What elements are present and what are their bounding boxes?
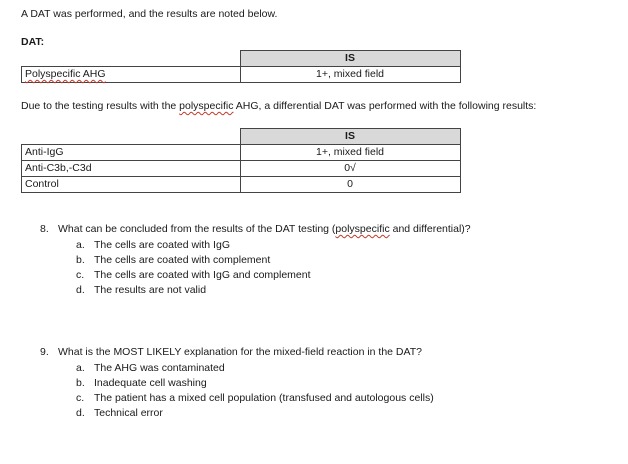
dat-table [21, 50, 461, 83]
option-letter: a. [76, 362, 85, 374]
differential-text-before: Due to the testing results with the [21, 100, 180, 112]
differential-text-after: AHG, a differential DAT was performed with the following results: [233, 100, 537, 112]
option-letter: d. [76, 284, 85, 296]
list-item [76, 238, 311, 253]
option-letter: a. [76, 239, 85, 251]
differential-row-label: Control [22, 177, 241, 193]
differential-table-header-row [22, 129, 461, 145]
table-row [22, 177, 461, 193]
option-letter: b. [76, 377, 85, 389]
dat-row-value: 1+, mixed field [240, 67, 460, 83]
differential-table-header-is: IS [240, 129, 460, 145]
option-text: Technical error [94, 407, 163, 419]
row-label-text: Polyspecific AHG [25, 68, 106, 80]
option-text: The patient has a mixed cell population (transfused and autologous cells) [94, 392, 434, 404]
question-9-number: 9. [40, 346, 49, 358]
question-9-options [76, 361, 434, 421]
list-item [76, 253, 311, 268]
question-8-text-after: and differential)? [389, 223, 471, 235]
dat-row-label [22, 67, 241, 83]
dat-table-header-row [22, 51, 461, 67]
table-row [22, 145, 461, 161]
list-item [76, 361, 434, 376]
list-item [76, 391, 434, 406]
question-8-options [76, 238, 311, 298]
question-8-text-before: What can be concluded from the results of the DAT testing ( [58, 223, 336, 235]
option-letter: b. [76, 254, 85, 266]
differential-row-label: Anti-C3b,-C3d [22, 161, 241, 177]
option-letter: d. [76, 407, 85, 419]
question-8-word: polyspecific [335, 223, 390, 235]
differential-text-word: polyspecific [179, 100, 234, 112]
list-item [76, 268, 311, 283]
dat-table-header-is: IS [240, 51, 460, 67]
option-letter: c. [76, 269, 85, 281]
dat-table-corner [22, 51, 241, 67]
option-text: The results are not valid [94, 284, 207, 296]
question-9 [40, 346, 422, 358]
option-text: The cells are coated with IgG [94, 239, 230, 251]
option-text: The cells are coated with IgG and complement [94, 269, 311, 281]
option-text: The AHG was contaminated [94, 362, 225, 374]
option-text: The cells are coated with complement [94, 254, 271, 266]
list-item [76, 406, 434, 421]
differential-text [21, 100, 536, 112]
list-item [76, 376, 434, 391]
differential-row-value: 0 [240, 177, 460, 193]
question-8 [40, 223, 471, 235]
dat-label: DAT: [21, 36, 45, 48]
question-8-number: 8. [40, 223, 49, 235]
differential-row-value: 0√ [240, 161, 460, 177]
differential-row-value: 1+, mixed field [240, 145, 460, 161]
differential-table-corner [22, 129, 241, 145]
question-9-text: What is the MOST LIKELY explanation for the mixed-field reaction in the DAT? [58, 346, 422, 358]
option-text: Inadequate cell washing [94, 377, 207, 389]
differential-table [21, 128, 461, 193]
intro-text: A DAT was performed, and the results are noted below. [21, 8, 278, 20]
list-item [76, 283, 311, 298]
table-row [22, 67, 461, 83]
option-letter: c. [76, 392, 85, 404]
table-row [22, 161, 461, 177]
differential-row-label: Anti-IgG [22, 145, 241, 161]
